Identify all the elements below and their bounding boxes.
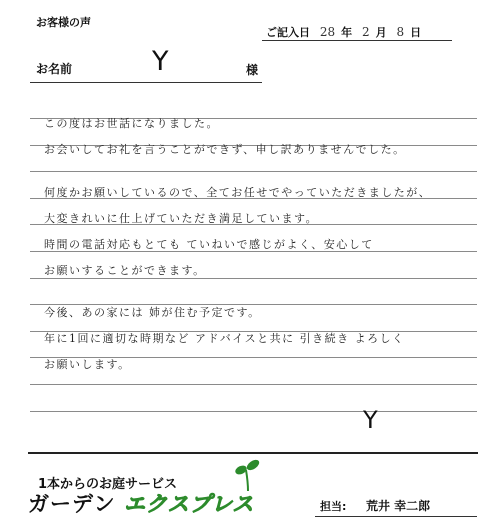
date-year-unit: 年 (341, 26, 353, 39)
signature: Y (363, 406, 378, 434)
date-field (266, 24, 421, 40)
ruled-line (30, 384, 477, 385)
form-title: お客様の声 (36, 16, 91, 29)
letter-line: 今後、あの家には 姉が住む予定です。 (44, 306, 261, 319)
letter-line: 時間の電話対応もとても ていねいで感じがよく、安心して (44, 238, 374, 251)
name-label: お名前 (36, 62, 73, 76)
date-underline (262, 40, 452, 41)
footer-divider (28, 452, 478, 454)
name-value: Y (152, 46, 169, 77)
date-year: 28 (319, 25, 336, 39)
date-day-unit: 日 (410, 26, 422, 39)
ruled-line (30, 171, 477, 172)
ruled-line (30, 411, 477, 412)
letter-line: お会いしてお礼を言うことができず、申し訳ありませんでした。 (44, 143, 406, 156)
name-underline (30, 82, 262, 83)
brand-name-main: ガーデン (28, 492, 116, 516)
date-label: ご記入日 (266, 26, 310, 39)
date-month: 2 (361, 25, 370, 39)
letter-line: 大変きれいに仕上げていただき満足しています。 (44, 212, 319, 225)
letter-line: 何度かお願いしているので、全てお任せでやっていただきましたが、 (44, 186, 432, 199)
leaf-logo-icon (232, 458, 264, 492)
staff-name: 荒井 幸二郎 (366, 499, 431, 513)
date-day: 8 (396, 25, 405, 39)
letter-line: この度はお世話になりました。 (44, 117, 219, 130)
name-honorific: 様 (246, 63, 259, 77)
staff-label: 担当: (320, 500, 347, 513)
letter-line: お願いします。 (44, 358, 131, 371)
letter-line: 年に1回に適切な時期など アドバイスと共に 引き続き よろしく (44, 332, 405, 345)
service-tagline: 1本からのお庭サービス (38, 477, 178, 492)
date-month-unit: 月 (375, 26, 387, 39)
staff-underline (315, 516, 477, 517)
brand-name-sub: エクスプレス (124, 492, 255, 516)
letter-line: お願いすることができます。 (44, 264, 206, 277)
